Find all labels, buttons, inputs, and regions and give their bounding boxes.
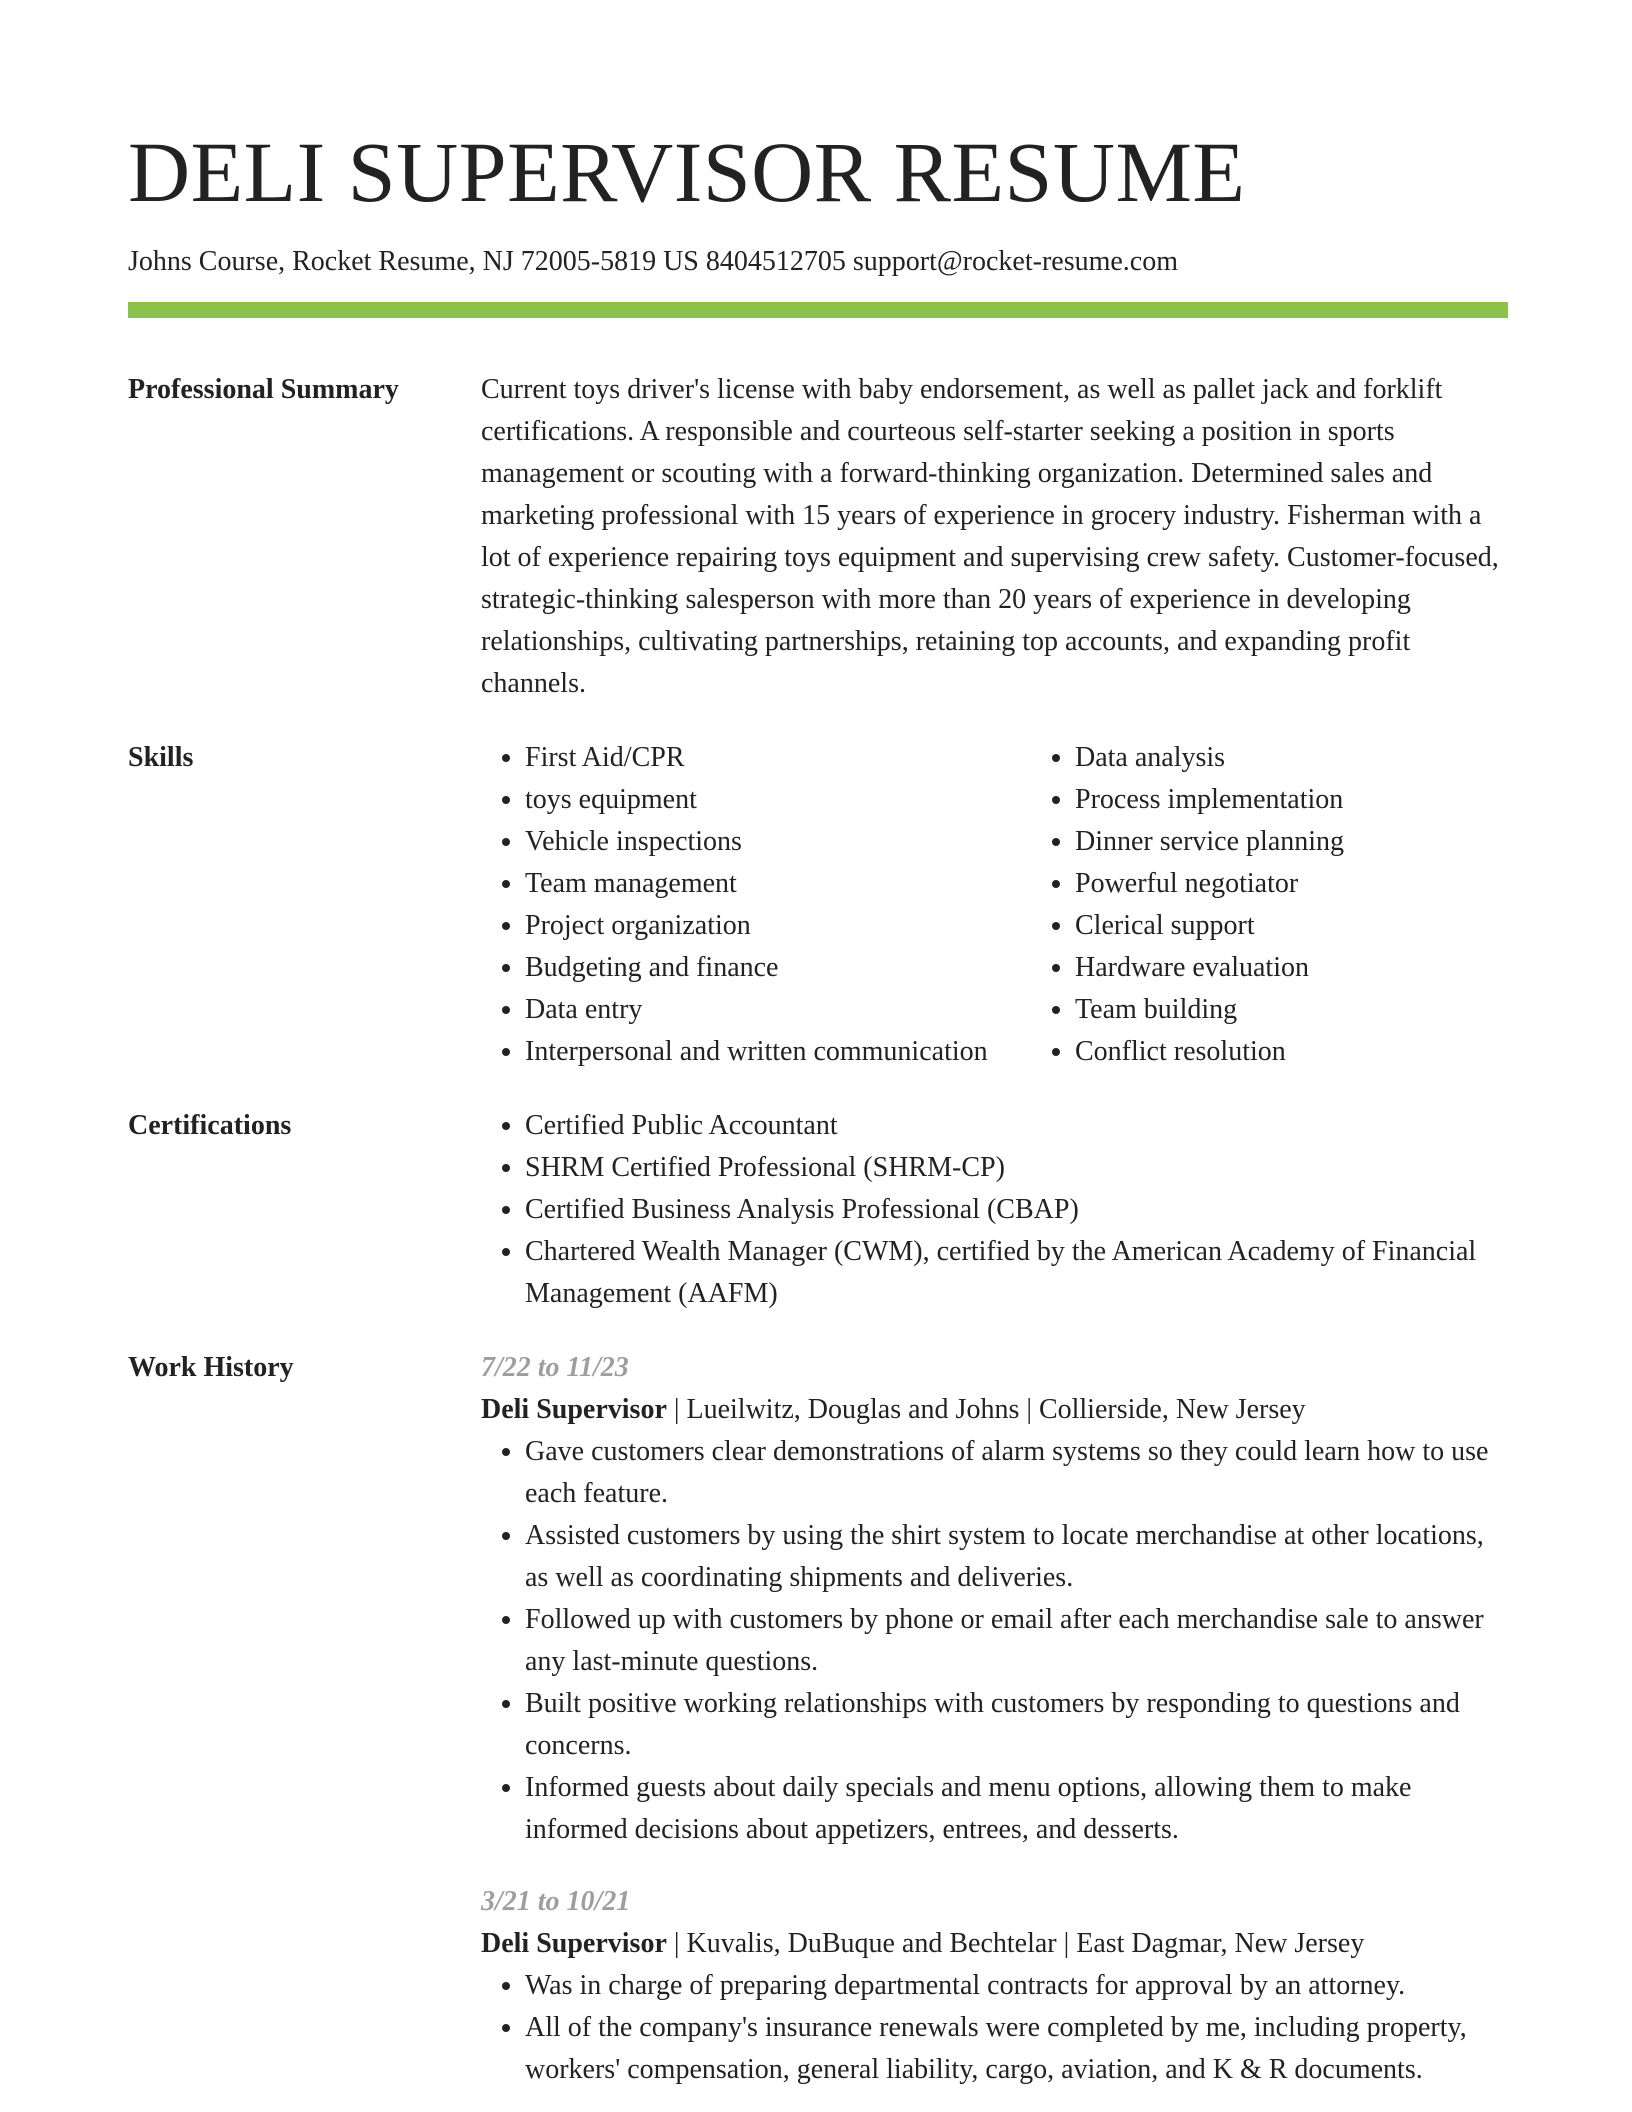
job-details: | Lueilwitz, Douglas and Johns | Collierside, New Jersey	[666, 1394, 1306, 1425]
certification-item: • SHRM Certified Professional (SHRM-CP)	[525, 1147, 1508, 1189]
certifications-list	[481, 1105, 1508, 1315]
summary-body	[481, 369, 1508, 705]
accent-divider	[128, 302, 1508, 318]
resume-title: DELI SUPERVISOR RESUME	[128, 124, 1246, 220]
job-dates: 7/22 to 11/23	[481, 1352, 629, 1383]
job-bullet: • Assisted customers by using the shirt system to locate merchandise at other locations, as well as coordinating shipments and deliveries.	[525, 1515, 1508, 1599]
summary-heading: Professional Summary	[128, 374, 399, 405]
job-entry	[481, 1881, 1508, 2091]
skills-body	[481, 737, 1581, 1073]
job-bullet: • Built positive working relationships with customers by responding to questions and concerns.	[525, 1683, 1508, 1767]
skill-item: • toys equipment	[525, 779, 1031, 821]
resume-page	[128, 0, 1508, 2091]
skills-list-left	[481, 737, 1031, 1073]
skill-item: • Interpersonal and written communication	[525, 1031, 1031, 1073]
skill-item: • Team management	[525, 863, 1031, 905]
skills-section	[128, 737, 1508, 1073]
skills-grid	[481, 737, 1581, 1073]
job-bullet: • Was in charge of preparing departmental contracts for approval by an attorney.	[525, 1965, 1508, 2007]
certifications-section	[128, 1105, 1508, 1315]
contact-line: Johns Course, Rocket Resume, NJ 72005-5819 US 8404512705 support@rocket-resume.com	[128, 246, 1178, 277]
job-bullet: • All of the company's insurance renewals were completed by me, including property, workers' compensation, general liability, cargo, aviation, and K & R documents.	[525, 2007, 1508, 2091]
skill-item: • Hardware evaluation	[1075, 947, 1581, 989]
job-title: Deli Supervisor	[481, 1928, 667, 1959]
job-dates: 3/21 to 10/21	[481, 1886, 631, 1917]
skills-heading: Skills	[128, 742, 194, 773]
skill-item: • Budgeting and finance	[525, 947, 1031, 989]
skill-item: • Data entry	[525, 989, 1031, 1031]
job-title: Deli Supervisor	[481, 1394, 667, 1425]
certification-item: • Certified Business Analysis Professional (CBAP)	[525, 1189, 1508, 1231]
certification-item: • Certified Public Accountant	[525, 1105, 1508, 1147]
work-history-section	[128, 1347, 1508, 2091]
skill-item: • Process implementation	[1075, 779, 1581, 821]
work-history-heading: Work History	[128, 1352, 294, 1383]
job-details: | Kuvalis, DuBuque and Bechtelar | East Dagmar, New Jersey	[666, 1928, 1365, 1959]
skill-item: • Dinner service planning	[1075, 821, 1581, 863]
skill-item: • Vehicle inspections	[525, 821, 1031, 863]
skill-item: • Project organization	[525, 905, 1031, 947]
skill-item: • First Aid/CPR	[525, 737, 1031, 779]
skill-item: • Clerical support	[1075, 905, 1581, 947]
job-bullets	[481, 1431, 1508, 1851]
skill-item: • Powerful negotiator	[1075, 863, 1581, 905]
skill-item: • Data analysis	[1075, 737, 1581, 779]
summary-text: Current toys driver's license with baby endorsement, as well as pallet jack and forklift certifications. A responsible and courteous self-starter seeking a position in sports management or scouting with a forward-thinking organization. Determined sales and marketing professional with 15 years of experience in grocery industry. Fisherman with a lot of experience repairing toys equipment and supervising crew safety. Customer-focused, strategic-thinking salesperson with more than 20 years of experience in developing relationships, cultivating partnerships, retaining top accounts, and expanding profit channels.	[481, 374, 1499, 699]
certification-item: • Chartered Wealth Manager (CWM), certified by the American Academy of Financial Management (AAFM)	[525, 1231, 1508, 1315]
job-bullet: • Followed up with customers by phone or email after each merchandise sale to answer any last-minute questions.	[525, 1599, 1508, 1683]
skill-item: • Conflict resolution	[1075, 1031, 1581, 1073]
skill-item: • Team building	[1075, 989, 1581, 1031]
work-history-body	[481, 1347, 1508, 2091]
job-bullets	[481, 1965, 1508, 2091]
job-heading	[481, 1389, 1508, 1431]
certifications-heading: Certifications	[128, 1110, 292, 1141]
summary-section	[128, 369, 1508, 705]
job-heading	[481, 1923, 1508, 1965]
certifications-body	[481, 1105, 1508, 1315]
job-entry	[481, 1347, 1508, 1851]
skills-list-right	[1031, 737, 1581, 1073]
job-bullet: • Informed guests about daily specials and menu options, allowing them to make informed decisions about appetizers, entrees, and desserts.	[525, 1767, 1508, 1851]
job-bullet: • Gave customers clear demonstrations of alarm systems so they could learn how to use each feature.	[525, 1431, 1508, 1515]
